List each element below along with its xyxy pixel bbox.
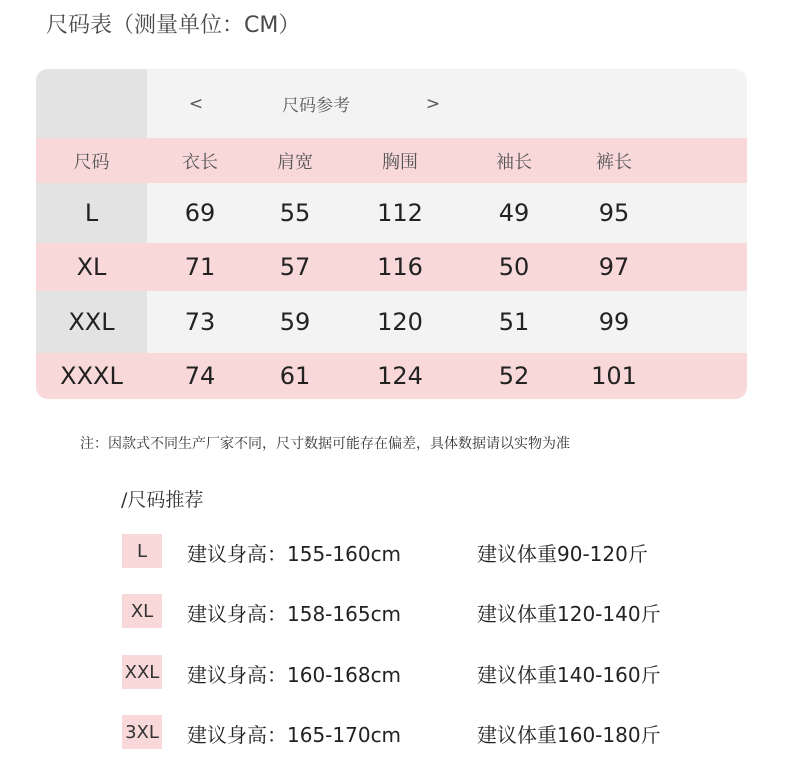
header-chest: 胸围 [382,151,418,173]
length-cell: 71 [184,253,216,281]
recommend-item [0,653,790,693]
table-header-row [36,138,747,183]
header-pants-length: 裤长 [596,151,632,173]
pants-length-cell: 99 [598,308,630,336]
sleeve-cell: 52 [498,362,530,390]
size-cell: XXXL [60,362,123,390]
size-badge: L [122,534,162,568]
size-cell: L [84,199,99,227]
sleeve-cell: 49 [498,199,530,227]
recommended-height: 建议身高：160-168cm [187,663,402,687]
header-shoulder: 肩宽 [277,151,313,173]
page-title: 尺码表（测量单位：CM） [46,13,301,38]
recommended-weight: 建议体重120-140斤 [477,602,661,626]
recommend-item [0,532,790,572]
prev-arrow-button[interactable]: < [188,93,204,114]
size-badge: XXL [122,655,162,689]
size-cell: XL [76,253,107,281]
size-cell: XXL [68,308,115,336]
table-nav-row [36,69,747,138]
length-cell: 69 [184,199,216,227]
size-badge: 3XL [122,715,162,749]
pants-length-cell: 97 [598,253,630,281]
recommend-title: /尺码推荐 [121,489,204,511]
recommended-weight: 建议体重90-120斤 [477,542,648,566]
recommended-height: 建议身高：158-165cm [187,602,402,626]
recommend-item [0,592,790,632]
header-length: 衣长 [182,151,218,173]
recommend-item [0,713,790,753]
shoulder-cell: 59 [279,308,311,336]
size-badge: XL [122,594,162,628]
size-reference-label: 尺码参考 [282,96,350,116]
header-size: 尺码 [73,151,110,173]
recommended-weight: 建议体重140-160斤 [477,663,661,687]
size-chart-table [36,69,747,399]
next-arrow-button[interactable]: > [425,93,441,114]
shoulder-cell: 61 [279,362,311,390]
shoulder-cell: 57 [279,253,311,281]
recommended-weight: 建议体重160-180斤 [477,723,661,747]
recommended-height: 建议身高：165-170cm [187,723,402,747]
length-cell: 74 [184,362,216,390]
table-row [36,243,747,291]
disclaimer-note: 注：因款式不同生产厂家不同，尺寸数据可能存在偏差，具体数据请以实物为准 [80,436,570,452]
recommended-height: 建议身高：155-160cm [187,542,402,566]
pants-length-cell: 95 [598,199,630,227]
sleeve-cell: 50 [498,253,530,281]
table-row [36,183,747,243]
length-cell: 73 [184,308,216,336]
table-row [36,353,747,399]
chest-cell: 112 [377,199,423,227]
pants-length-cell: 101 [591,362,637,390]
chest-cell: 124 [377,362,423,390]
chest-cell: 120 [377,308,423,336]
sleeve-cell: 51 [498,308,530,336]
chest-cell: 116 [377,253,423,281]
table-row [36,291,747,353]
shoulder-cell: 55 [279,199,311,227]
header-sleeve: 袖长 [496,151,532,173]
